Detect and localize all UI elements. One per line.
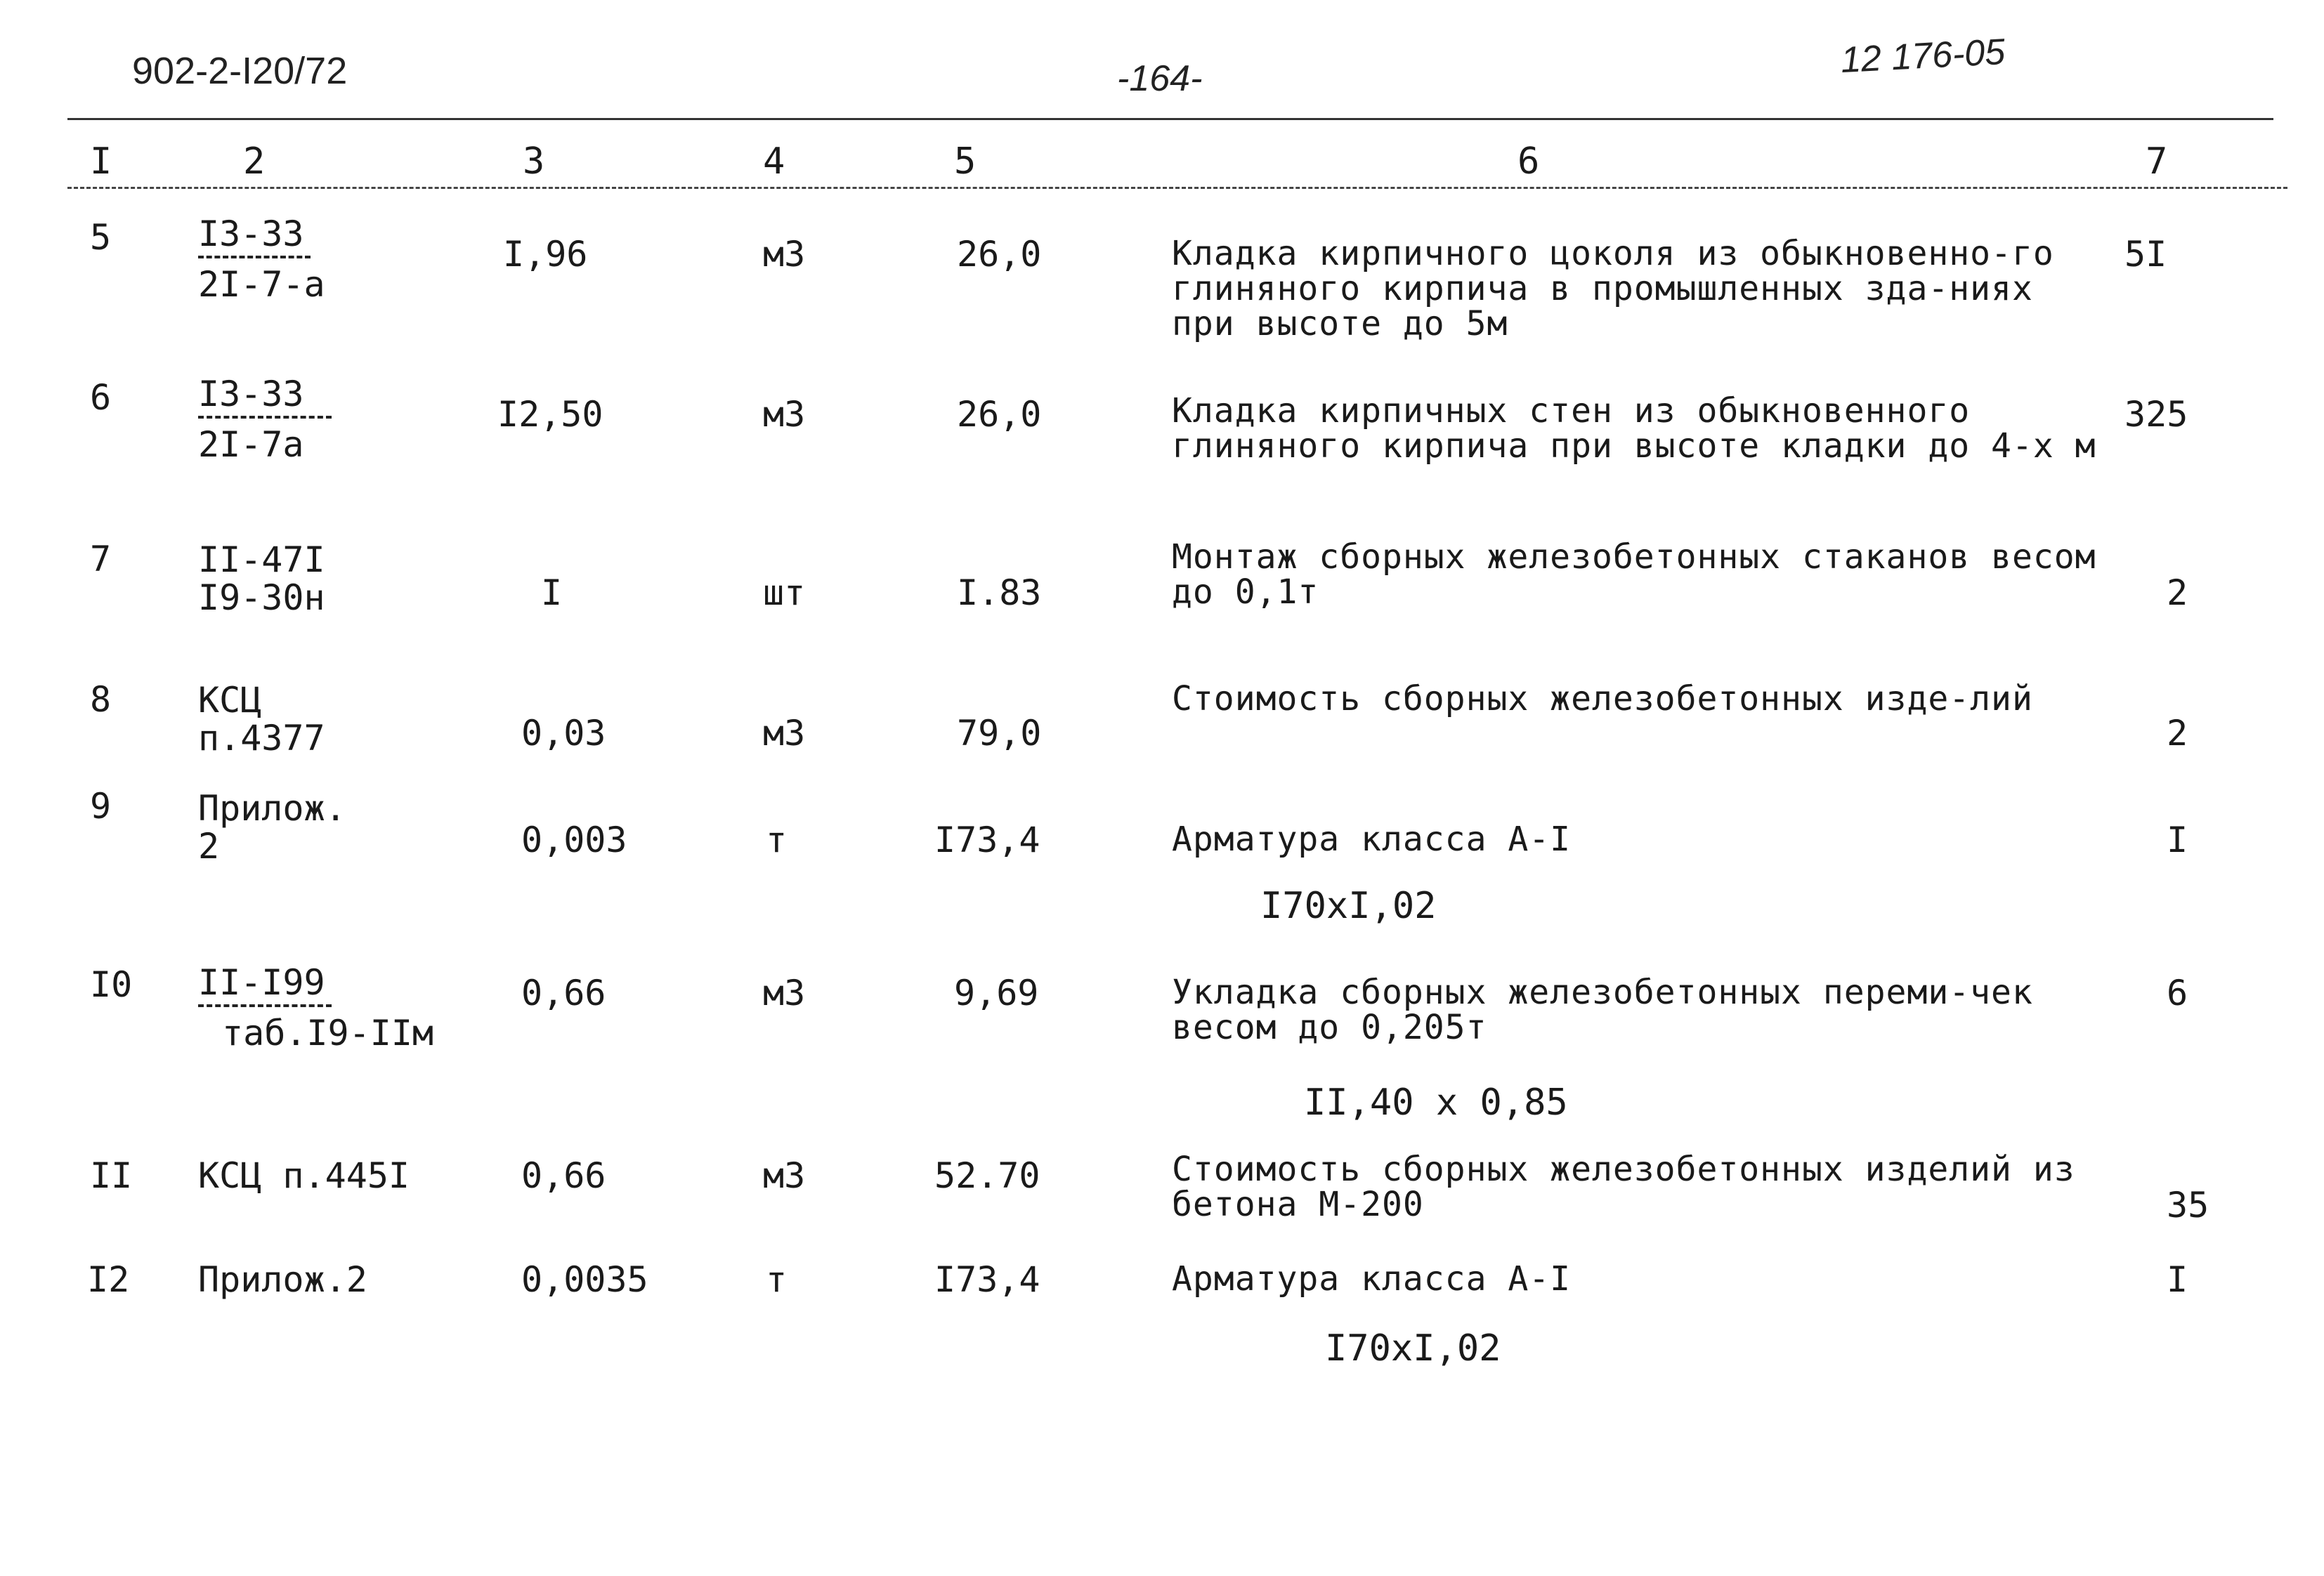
- code-divider: [198, 1004, 332, 1007]
- column-header-2: 2: [243, 140, 266, 183]
- page-number: -164-: [1117, 58, 1203, 99]
- norm-code-bottom: I9-30н: [198, 577, 325, 618]
- norm-code-top: II-47I: [198, 539, 325, 580]
- unit: шт: [763, 572, 806, 613]
- work-description: Арматура класса А-I: [1172, 1259, 1572, 1299]
- registration-number: 12 176-05: [1839, 31, 2006, 81]
- unit-price: I73,4: [934, 1259, 1040, 1300]
- norm-code: Прилож.2: [198, 1259, 367, 1300]
- unit: т: [766, 820, 788, 860]
- total: 325: [2124, 394, 2188, 435]
- norm-code: КСЦ п.445I: [198, 1155, 410, 1196]
- row-number: II: [90, 1155, 133, 1196]
- total: 2: [2167, 572, 2188, 613]
- work-description: Монтаж сборных железобетонных стаканов весом до 0,1т: [1172, 537, 2096, 612]
- norm-code-bottom: 2I-7a: [198, 424, 304, 465]
- top-rule: [67, 118, 2273, 120]
- column-header-6: 6: [1517, 140, 1540, 183]
- norm-code: [198, 789, 346, 865]
- work-description: Стоимость сборных железобетонных изделий из бетона М-200: [1172, 1150, 2075, 1224]
- total: 2: [2167, 713, 2188, 754]
- norm-code: [198, 215, 325, 303]
- column-header-7: 7: [2146, 140, 2168, 183]
- quantity: I: [541, 572, 563, 613]
- norm-code-top: I3-33: [198, 374, 304, 414]
- work-description: Арматура класса А-I: [1172, 820, 1572, 859]
- quantity: 0,003: [521, 820, 627, 860]
- column-header-1: I: [90, 140, 112, 183]
- norm-code: [198, 375, 332, 464]
- calculation-formula: II,40 x 0,85: [1304, 1082, 1568, 1124]
- column-header-4: 4: [763, 140, 785, 183]
- unit: м3: [763, 1155, 806, 1196]
- document-code: 902-2-I20/72: [132, 50, 348, 92]
- column-header-5: 5: [954, 140, 977, 183]
- unit-price: 79,0: [957, 713, 1042, 754]
- unit: т: [766, 1259, 788, 1300]
- quantity: 0,66: [521, 1155, 606, 1196]
- unit: м3: [763, 973, 806, 1013]
- unit-price: I73,4: [934, 820, 1040, 860]
- calculation-formula: I70xI,02: [1325, 1327, 1501, 1370]
- total: 35: [2167, 1185, 2209, 1226]
- row-number: 6: [90, 377, 112, 418]
- row-number: 9: [90, 786, 112, 827]
- norm-code-top: II-I99: [198, 962, 325, 1003]
- norm-code-bottom: 2: [198, 826, 220, 867]
- code-divider: [198, 416, 332, 419]
- unit: м3: [763, 713, 806, 754]
- norm-code-top: Прилож.: [198, 788, 346, 829]
- column-header-3: 3: [523, 140, 545, 183]
- total: 6: [2167, 973, 2188, 1013]
- total: 5I: [2124, 234, 2167, 275]
- norm-code-bottom: таб.I9-IIм: [222, 1013, 434, 1053]
- norm-code-top: КСЦ: [198, 680, 262, 721]
- unit-price: 26,0: [957, 234, 1042, 275]
- unit-price: 9,69: [954, 973, 1039, 1013]
- code-divider: [198, 256, 311, 258]
- total: I: [2167, 820, 2188, 860]
- norm-code: [198, 681, 325, 757]
- norm-code: [198, 541, 325, 617]
- quantity: 0,66: [521, 973, 606, 1013]
- quantity: 0,03: [521, 713, 606, 754]
- work-description: Стоимость сборных железобетонных изде-лий: [1172, 679, 2033, 718]
- row-number: 5: [90, 217, 112, 258]
- total: I: [2167, 1259, 2188, 1300]
- quantity: I,96: [503, 234, 588, 275]
- work-description: Кладка кирпичных стен из обыкновенного глиняного кирпича при высоте кладки до 4-х м: [1172, 391, 2096, 466]
- norm-code-bottom: 2I-7-a: [198, 264, 325, 305]
- row-number: 7: [90, 539, 112, 579]
- unit-price: 26,0: [957, 394, 1042, 435]
- unit-price: I.83: [957, 572, 1042, 613]
- norm-code-bottom: п.4377: [198, 718, 325, 759]
- norm-code-top: I3-33: [198, 214, 304, 254]
- work-description: Кладка кирпичного цоколя из обыкновенно-го глиняного кирпича в промышленных зда-ниях при высоте до 5м: [1172, 234, 2054, 343]
- quantity: 0,0035: [521, 1259, 648, 1300]
- unit: м3: [763, 394, 806, 435]
- unit: м3: [763, 234, 806, 275]
- work-description: Укладка сборных железобетонных переми-чек весом до 0,205т: [1172, 973, 2033, 1047]
- row-number: I0: [90, 964, 133, 1005]
- calculation-formula: I70xI,02: [1260, 885, 1437, 927]
- unit-price: 52.70: [934, 1155, 1040, 1196]
- header-rule: [67, 187, 2287, 189]
- row-number: 8: [90, 679, 112, 720]
- quantity: I2,50: [497, 394, 603, 435]
- row-number: I2: [87, 1259, 130, 1300]
- norm-code: [198, 964, 433, 1052]
